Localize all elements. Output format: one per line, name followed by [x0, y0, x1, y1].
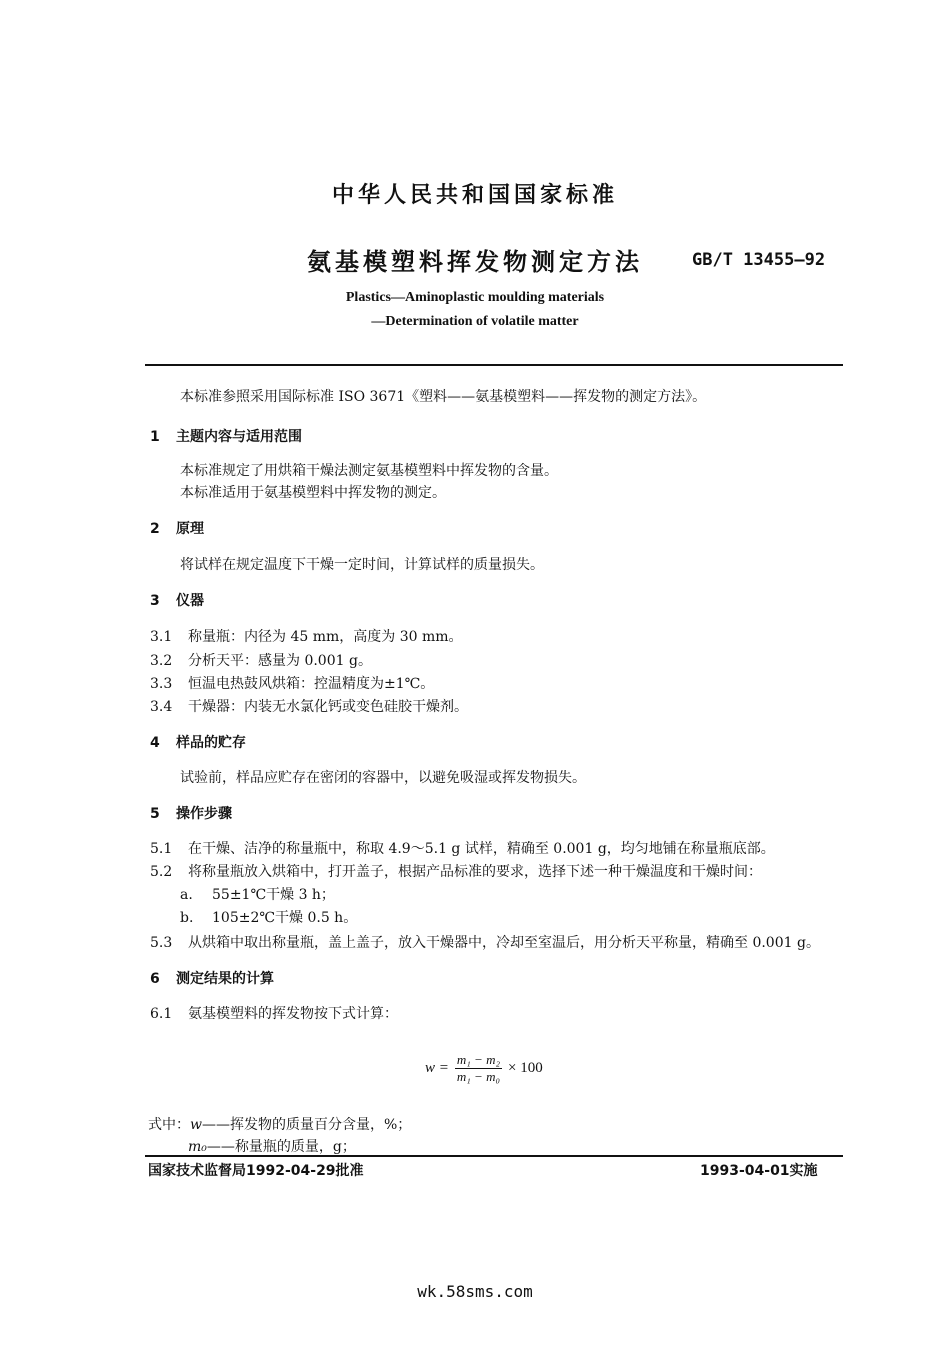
section-title: 原理	[176, 521, 204, 537]
clause-3-2	[150, 650, 372, 670]
clause-5-2	[150, 861, 762, 881]
section-title: 样品的贮存	[176, 735, 246, 751]
section-6-heading	[150, 968, 274, 988]
clause-text: 在干燥、洁净的称量瓶中，称取 4.9～5.1 g 试样，精确至 0.001 g，均匀地铺在称量瓶底部。	[188, 841, 775, 857]
section-number: 2	[150, 521, 160, 537]
clause-3-1	[150, 626, 463, 646]
clause-3-3	[150, 673, 434, 693]
standard-number: GB/T 13455—92	[692, 250, 826, 270]
section-1-heading	[150, 426, 302, 446]
document-title: 氨基模塑料挥发物测定方法	[307, 248, 643, 276]
where-w-line	[148, 1114, 411, 1134]
clause-text: 恒温电热鼓风烘箱：控温精度为±1℃。	[188, 676, 435, 692]
clause-5-1	[150, 838, 775, 858]
list-text: 105±2℃干燥 0.5 h。	[212, 910, 358, 926]
clause-5-2-b	[180, 907, 357, 927]
clause-number: 3.3	[150, 676, 173, 692]
clause-text: 将称量瓶放入烘箱中，打开盖子，根据产品标准的要求，选择下述一种干燥温度和干燥时间：	[188, 864, 762, 880]
formula-denominator: m₁ − m₀	[456, 1069, 500, 1084]
clause-text: 从烘箱中取出称量瓶，盖上盖子，放入干燥器中，冷却至室温后，用分析天平称量，精确至 0.001 g。	[188, 935, 820, 951]
symbol-w: w	[190, 1117, 202, 1133]
clause-6-1	[150, 1003, 398, 1023]
list-marker: b.	[180, 910, 194, 926]
where-m0-line	[188, 1136, 356, 1156]
approval-date: 国家技术监督局1992-04-29批准	[148, 1163, 364, 1179]
section-1-paragraph-1: 本标准规定了用烘箱干燥法测定氨基模塑料中挥发物的含量。	[180, 463, 558, 479]
clause-text: 分析天平：感量为 0.001 g。	[188, 653, 372, 669]
clause-3-4	[150, 696, 468, 716]
where-lead: 式中：	[148, 1117, 190, 1133]
intro-paragraph: 本标准参照采用国际标准 ISO 3671《塑料——氨基模塑料——挥发物的测定方法》。	[180, 389, 707, 405]
clause-number: 5.3	[150, 935, 173, 951]
section-number: 6	[150, 971, 160, 987]
clause-number: 5.1	[150, 841, 173, 857]
section-4-heading	[150, 732, 246, 752]
clause-text: 称量瓶：内径为 45 mm，高度为 30 mm。	[188, 629, 463, 645]
section-number: 3	[150, 593, 160, 609]
section-title: 测定结果的计算	[176, 971, 274, 987]
section-5-heading	[150, 803, 232, 823]
formula-numerator: m₁ − m₂	[456, 1052, 500, 1067]
effective-date: 1993-04-01实施	[700, 1163, 818, 1179]
section-number: 4	[150, 735, 160, 751]
section-title: 主题内容与适用范围	[176, 429, 302, 445]
section-1-paragraph-2: 本标准适用于氨基模塑料中挥发物的测定。	[180, 485, 446, 501]
clause-number: 3.1	[150, 629, 173, 645]
section-4-paragraph-1: 试验前，样品应贮存在密闭的容器中，以避免吸湿或挥发物损失。	[180, 770, 586, 786]
top-divider	[145, 364, 843, 366]
section-2-paragraph-1: 将试样在规定温度下干燥一定时间，计算试样的质量损失。	[180, 557, 544, 573]
formula-lhs: w =	[425, 1060, 449, 1076]
english-title-line-2: —Determination of volatile matter	[371, 314, 579, 329]
list-marker: a.	[180, 887, 193, 903]
clause-5-3	[150, 932, 820, 952]
clause-5-2-a	[180, 884, 335, 904]
bottom-divider	[145, 1155, 843, 1157]
symbol-w-description: ——挥发物的质量百分含量，%；	[201, 1117, 412, 1133]
section-2-heading	[150, 518, 204, 538]
section-3-heading	[150, 590, 204, 610]
section-title: 操作步骤	[176, 806, 232, 822]
watermark-url: wk.58sms.com	[417, 1282, 533, 1301]
symbol-m0: m₀	[188, 1139, 207, 1155]
clause-number: 5.2	[150, 864, 173, 880]
section-title: 仪器	[176, 593, 204, 609]
symbol-m0-description: ——称量瓶的质量，g；	[206, 1139, 356, 1155]
clause-number: 3.4	[150, 699, 173, 715]
volatile-matter-formula	[425, 1052, 543, 1085]
clause-text: 干燥器：内装无水氯化钙或变色硅胶干燥剂。	[188, 699, 468, 715]
clause-text: 氨基模塑料的挥发物按下式计算：	[188, 1006, 398, 1022]
english-title-line-1: Plastics—Aminoplastic moulding materials	[345, 290, 605, 305]
clause-number: 6.1	[150, 1006, 173, 1022]
national-standard-heading: 中华人民共和国国家标准	[331, 183, 618, 208]
formula-fraction	[455, 1052, 502, 1085]
section-number: 1	[150, 429, 160, 445]
section-number: 5	[150, 806, 160, 822]
formula-multiplier: × 100	[507, 1060, 543, 1076]
clause-number: 3.2	[150, 653, 173, 669]
list-text: 55±1℃干燥 3 h；	[212, 887, 335, 903]
